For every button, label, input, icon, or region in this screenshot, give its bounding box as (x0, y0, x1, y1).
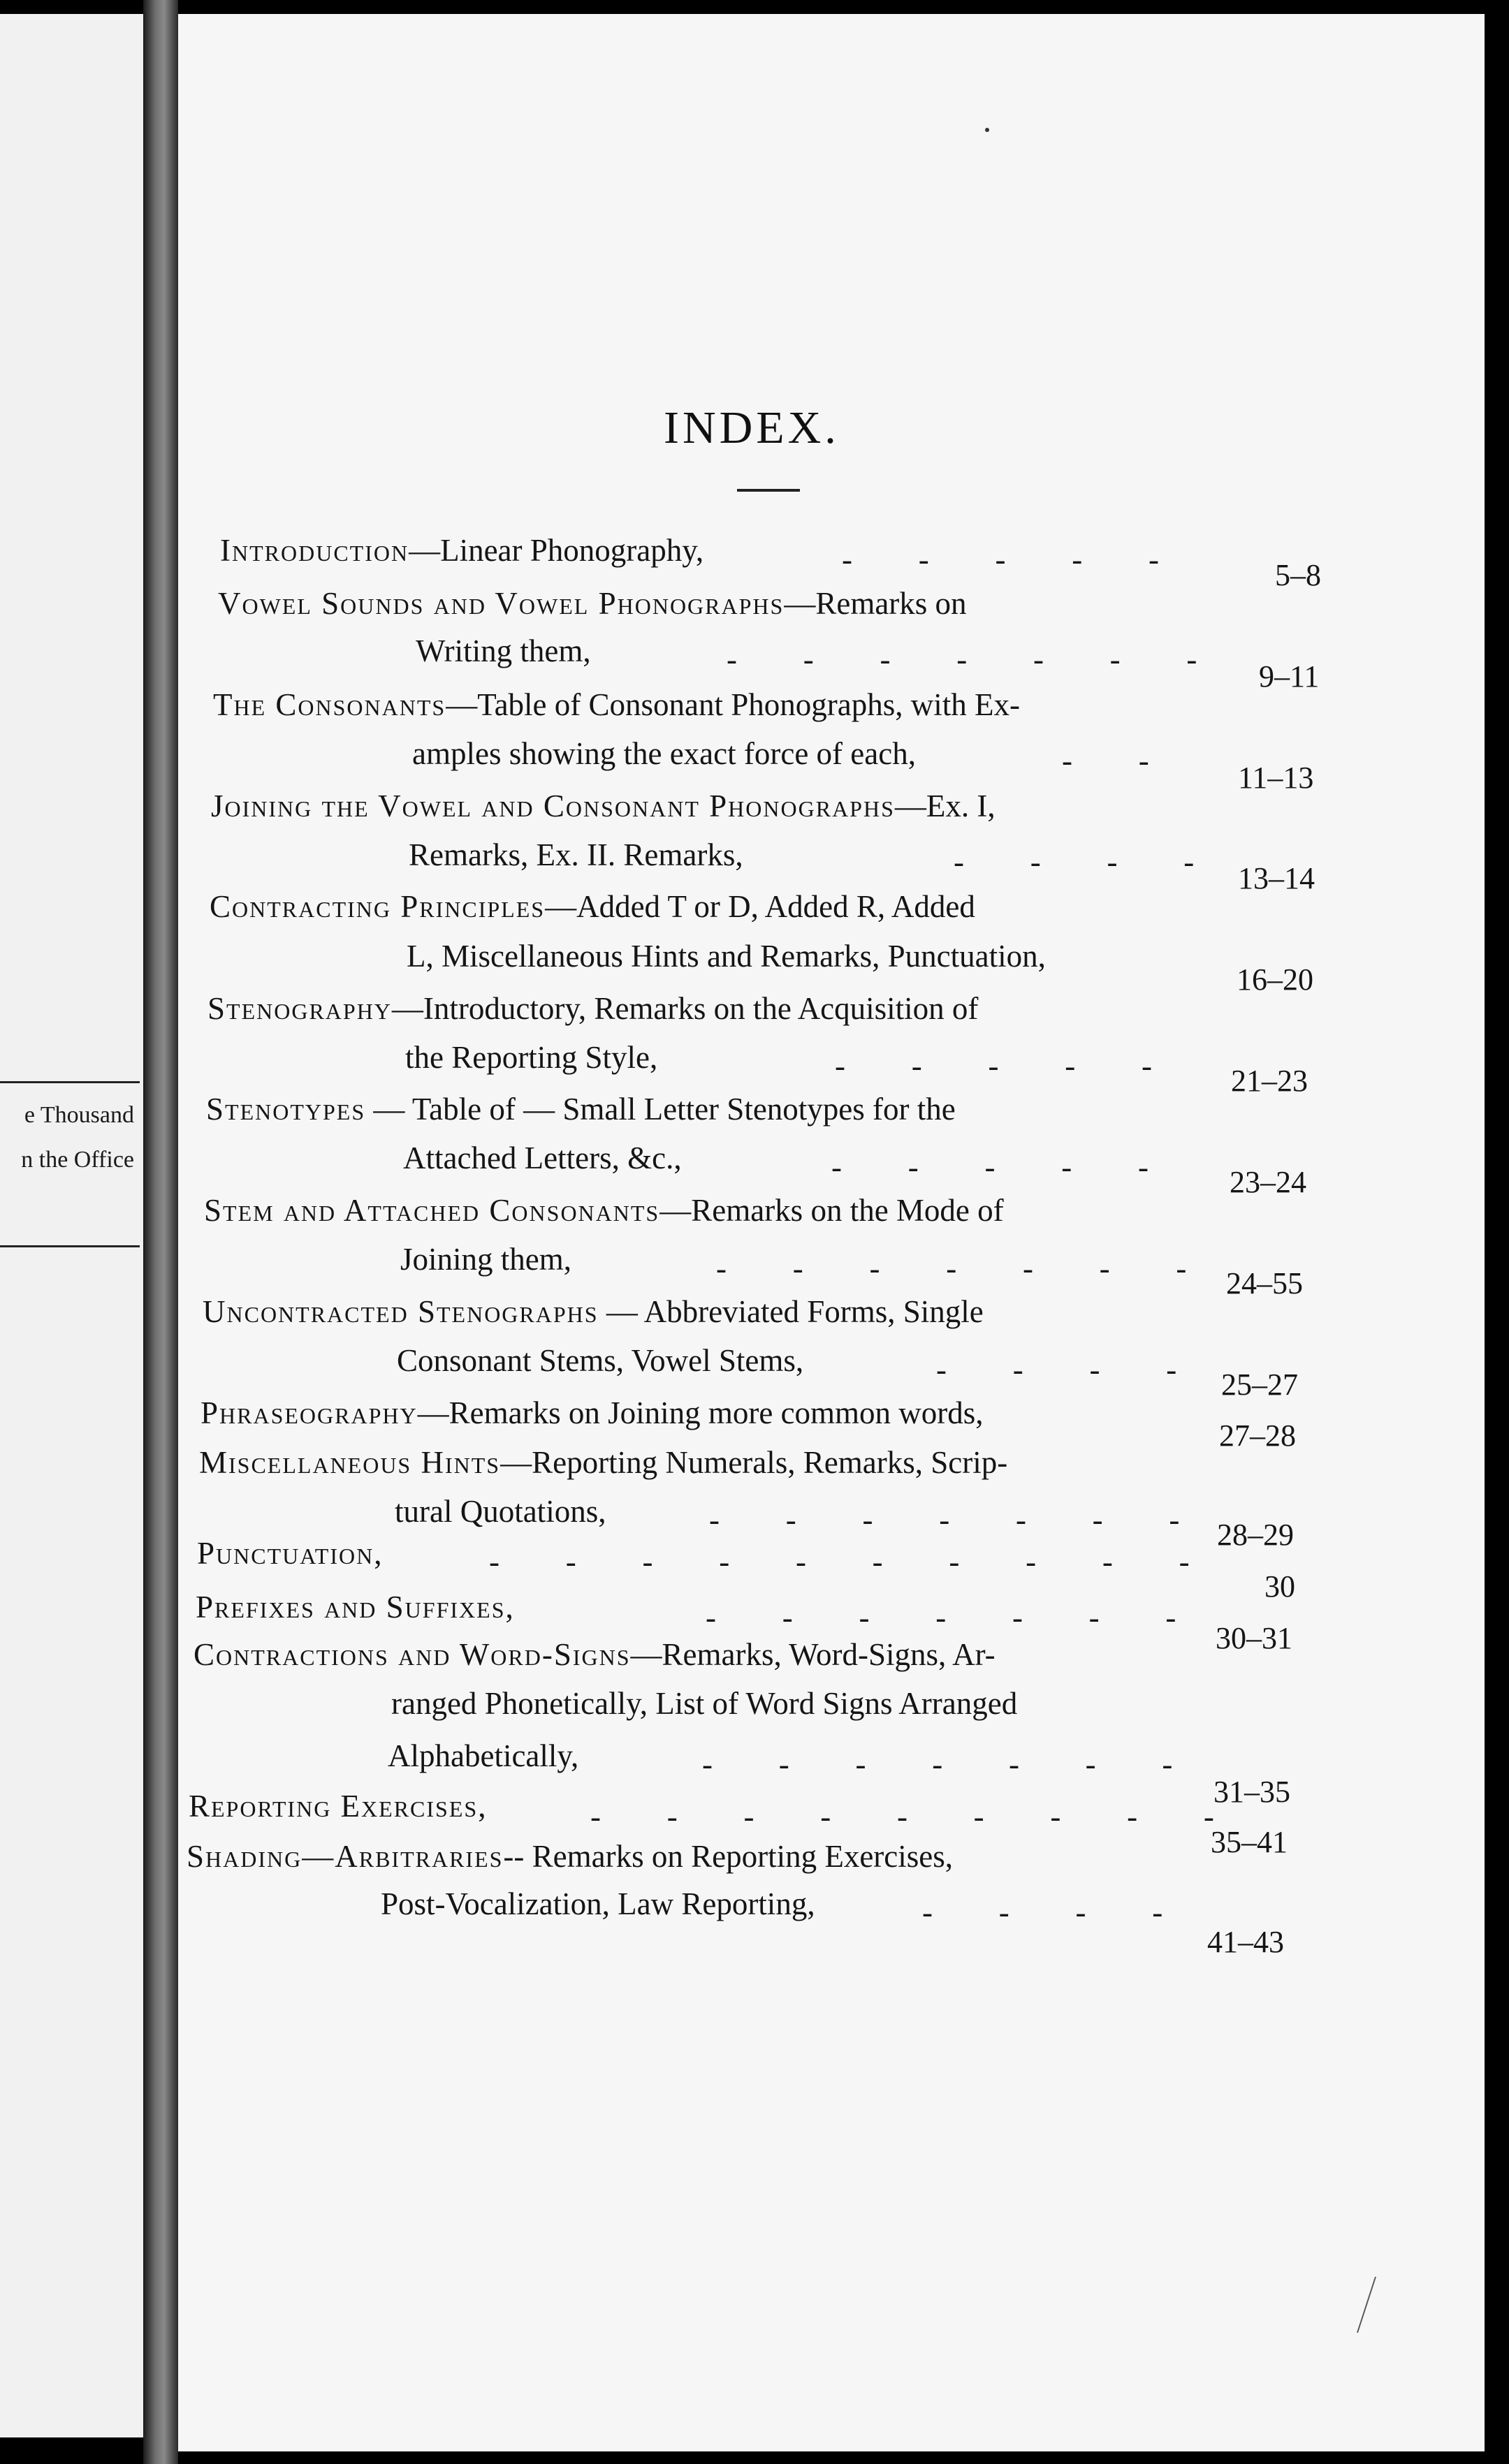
entry-heading: Miscellaneous Hints (199, 1445, 501, 1480)
entry-text: -- Remarks on Reporting Exercises, (503, 1839, 954, 1874)
entry-continuation: Writing them, (416, 633, 591, 668)
index-entry-uncontracted (203, 1293, 984, 1330)
left-page-fragment (0, 14, 143, 2437)
dot-leader: - - - - - - - - - (590, 1799, 1216, 1834)
entry-heading: Stenotypes (206, 1092, 366, 1127)
entry-heading: Stenography (207, 991, 392, 1026)
entry-heading: Contracting Principles (210, 889, 546, 924)
dot-leader: - - - - - - - (706, 1600, 1178, 1635)
entry-heading: Stem and Attached Consonants (204, 1193, 660, 1228)
index-entry-vowel-sounds (218, 585, 967, 622)
entry-heading: Vowel Sounds and Vowel Phonographs (218, 586, 785, 621)
dot-leader: - - - - - - - - - - (489, 1544, 1191, 1579)
index-entry-reporting (189, 1788, 487, 1824)
index-title: INDEX. (664, 402, 840, 453)
entry-continuation: the Reporting Style, (405, 1040, 658, 1075)
entry-continuation: Consonant Stems, Vowel Stems, (397, 1343, 804, 1378)
dot-leader: - - - - - (831, 1150, 1150, 1185)
entry-text: —Added T or D, Added R, Added (545, 889, 975, 924)
page-number: 30 (1264, 1569, 1295, 1604)
index-entry-prefixes (196, 1589, 515, 1625)
entry-heading: Punctuation, (197, 1536, 384, 1571)
entry-heading: Prefixes and Suffixes, (196, 1590, 515, 1625)
index-entry-stem-attached (204, 1192, 1004, 1229)
index-entry-shading (187, 1838, 953, 1875)
page-number: 28–29 (1217, 1518, 1294, 1552)
title-rule (737, 489, 800, 492)
entry-continuation: Attached Letters, &c., (403, 1141, 682, 1175)
entry-text: —Remarks on the Mode of (659, 1193, 1004, 1228)
entry-continuation: Alphabetically, (388, 1738, 579, 1773)
entry-heading: Joining the Vowel and Consonant Phonographs (211, 789, 895, 823)
entry-text: —Reporting Numerals, Remarks, Scrip- (500, 1445, 1008, 1480)
right-page (178, 14, 1485, 2451)
entry-heading: Shading—Arbitraries (187, 1839, 504, 1874)
page-number: 11–13 (1238, 761, 1314, 795)
entry-heading: Reporting Exercises, (189, 1789, 488, 1824)
page-edge-shadow (1485, 0, 1509, 2464)
entry-continuation: Post-Vocalization, Law Reporting, (381, 1886, 815, 1921)
page-number: 23–24 (1230, 1165, 1306, 1199)
dot-leader: - - - - (922, 1895, 1165, 1930)
entry-continuation: L, Miscellaneous Hints and Remarks, Punctuation, (407, 939, 1046, 974)
page-number: 13–14 (1238, 861, 1315, 895)
page-number: 27–28 (1219, 1418, 1296, 1453)
dot-leader: - - - - - - - (727, 642, 1199, 677)
index-entry-contractions (194, 1636, 996, 1673)
dot-leader: - - - - (936, 1352, 1179, 1387)
left-page-line-2: n the Office (21, 1147, 134, 1173)
index-entry-consonants (213, 687, 1020, 723)
entry-heading: The Consonants (213, 687, 446, 722)
page-number: 24–55 (1226, 1266, 1303, 1300)
index-entry-punctuation (197, 1535, 383, 1571)
page-number: 41–43 (1207, 1925, 1284, 1959)
entry-text: —Remarks, Word-Signs, Ar- (630, 1637, 996, 1672)
index-entry-introduction (220, 532, 704, 569)
entry-continuation: amples showing the exact force of each, (412, 736, 916, 771)
entry-continuation: tural Quotations, (395, 1494, 606, 1529)
entry-text: —Remarks on (784, 586, 967, 621)
entry-continuation: Remarks, Ex. II. Remarks, (409, 837, 743, 872)
entry-text: —Linear Phonography, (409, 533, 704, 568)
dot-leader: - - - - - - - (702, 1747, 1174, 1782)
entry-heading: Introduction (220, 533, 409, 568)
entry-text: — Abbreviated Forms, Single (598, 1294, 984, 1329)
dot-leader: - - - - (954, 844, 1196, 879)
dot-leader: - - (1062, 743, 1151, 778)
book-spine (143, 0, 178, 2464)
page-number: 16–20 (1237, 962, 1313, 997)
dot-leader: - - - - - - - (709, 1502, 1181, 1537)
index-entry-joining (211, 788, 996, 824)
left-page-rule-bottom (0, 1245, 140, 1247)
page-number: 30–31 (1216, 1621, 1292, 1655)
index-entry-stenography (207, 990, 978, 1027)
page-number: 5–8 (1275, 558, 1321, 592)
page-number: 25–27 (1221, 1367, 1298, 1402)
index-entry-phraseography (201, 1395, 984, 1431)
entry-heading: Phraseography (201, 1395, 418, 1430)
page-number: 21–23 (1231, 1064, 1308, 1098)
index-entry-stenotypes (206, 1091, 956, 1127)
entry-text: —Introductory, Remarks on the Acquisition of (391, 991, 979, 1026)
entry-text: —Table of Consonant Phonographs, with Ex- (446, 687, 1020, 722)
left-page-rule-top (0, 1081, 140, 1083)
page-number: 9–11 (1259, 659, 1320, 694)
entry-heading: Contractions and Word-Signs (194, 1637, 631, 1672)
page-number: 31–35 (1213, 1775, 1290, 1809)
dot-leader: - - - - - - - (716, 1251, 1188, 1286)
entry-continuation: Joining them, (400, 1242, 571, 1277)
entry-heading: Uncontracted Stenographs (203, 1294, 599, 1329)
index-entry-contracting (210, 888, 975, 925)
entry-text: —Ex. I, (894, 789, 996, 823)
dot-leader: - - - - - (842, 542, 1160, 577)
page-number: 35–41 (1211, 1825, 1288, 1859)
paper-speck (985, 128, 989, 132)
dot-leader: - - - - - (835, 1048, 1153, 1083)
left-page-line-1: e Thousand (24, 1102, 134, 1128)
entry-text: — Table of — Small Letter Stenotypes for the (365, 1092, 956, 1127)
index-entry-misc-hints (199, 1444, 1007, 1481)
entry-text: —Remarks on Joining more common words, (417, 1395, 984, 1430)
entry-continuation: ranged Phonetically, List of Word Signs Arranged (391, 1686, 1018, 1721)
